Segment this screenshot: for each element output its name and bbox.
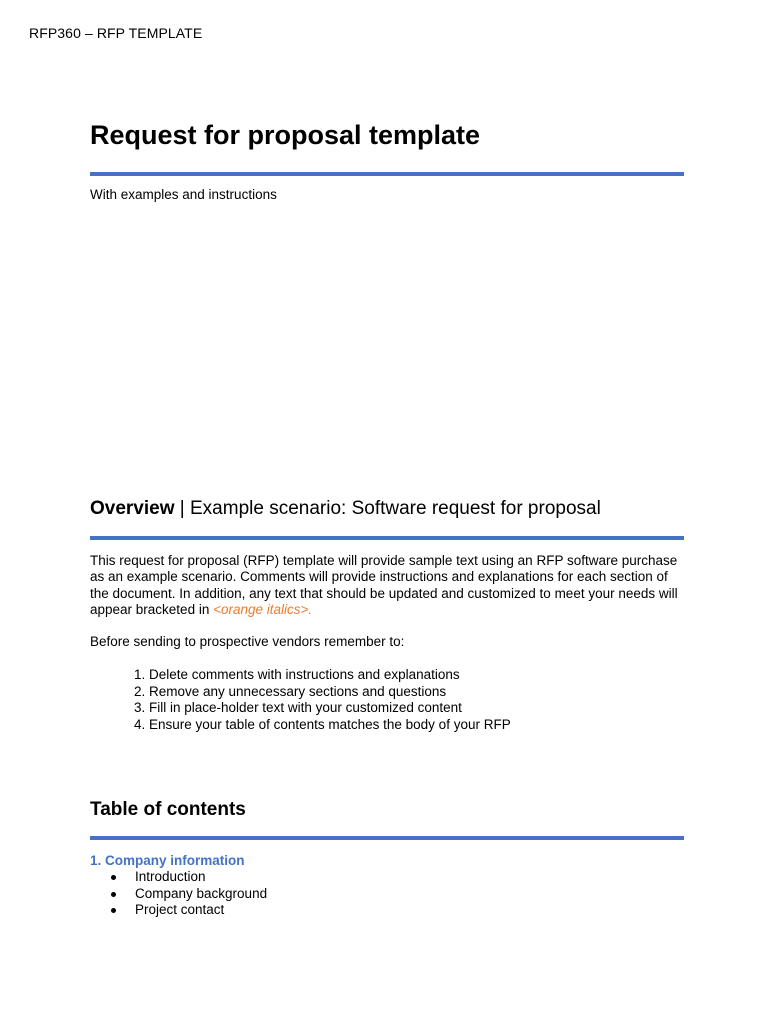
overview-heading-separator: | (174, 498, 190, 519)
checklist-item: 1. Delete comments with instructions and explanations (134, 667, 460, 682)
orange-italics-sample: <orange italics>. (213, 601, 313, 617)
toc-divider (90, 836, 684, 840)
toc-subitem[interactable] (90, 902, 267, 919)
checklist-item: 4. Ensure your table of contents matches the body of your RFP (134, 716, 511, 732)
toc-subitems (90, 869, 267, 919)
bullet-icon (111, 892, 116, 897)
overview-paragraph-text: This request for proposal (RFP) template will provide sample text using an RFP software purchase as an example scenario. Comments will provide instructions and explanations for each section of the document. In addition, any text that should be updated and customized to meet your needs will appear bracketed in (90, 553, 678, 617)
toc-subitem[interactable] (90, 869, 267, 886)
title-divider (90, 172, 684, 176)
toc-heading: Table of contents (90, 799, 246, 820)
overview-heading-bold: Overview (90, 498, 175, 519)
bullet-icon (111, 875, 116, 880)
toc-link-company-information[interactable]: 1. Company information (90, 853, 245, 868)
overview-divider (90, 536, 684, 540)
toc-subitem-label: Project contact (135, 902, 225, 917)
document-title: Request for proposal template (90, 120, 481, 150)
checklist-item: 3. Fill in place-holder text with your customized content (134, 700, 462, 715)
overview-heading (90, 498, 601, 520)
overview-heading-rest: Example scenario: Software request for proposal (190, 498, 601, 519)
page-header: RFP360 – RFP TEMPLATE (29, 25, 203, 41)
checklist-item: 2. Remove any unnecessary sections and questions (134, 683, 447, 699)
toc-subitem-label: Introduction (135, 869, 206, 884)
toc-subitem-label: Company background (135, 885, 268, 901)
before-sending-text: Before sending to prospective vendors remember to: (90, 634, 405, 649)
overview-paragraph (90, 553, 690, 618)
document-subtitle: With examples and instructions (90, 187, 277, 202)
toc-subitem[interactable] (90, 886, 267, 903)
bullet-icon (111, 908, 116, 913)
checklist (90, 667, 511, 733)
